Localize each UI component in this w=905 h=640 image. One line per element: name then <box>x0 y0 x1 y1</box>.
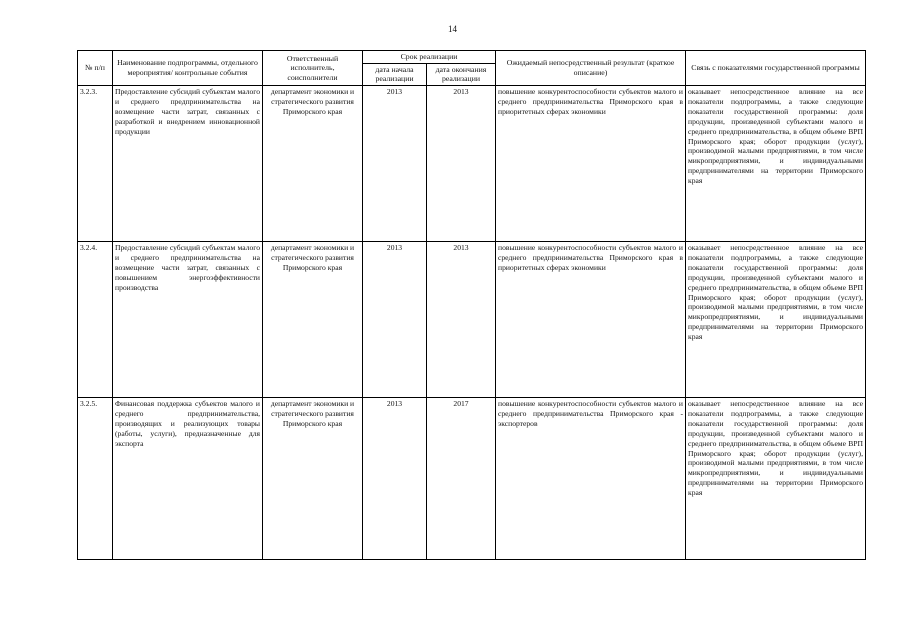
table-row <box>78 86 866 242</box>
row-start: 2013 <box>363 242 427 398</box>
row-result: повышение конкурентоспособности субъектов малого и среднего предпринимательства Приморского края в приоритетных сферах экономики <box>496 86 686 242</box>
row-executor: департамент экономики и стратегического развития Приморского края <box>263 398 363 560</box>
row-end: 2013 <box>427 86 496 242</box>
program-activities-table <box>77 50 866 560</box>
row-link: оказывает непосредственное влияние на все показатели подпрограммы, а также следующие показатели государственной программы: доля продукции, произведенной субъектами малого и среднего предпринимательства, в общем объеме ВРП Приморского края; оборот продукции (услуг), производимой малыми предприятиями, в том числе микропредприятиями, и индивидуальными предпринимателями на территории Приморского края <box>686 86 866 242</box>
row-end: 2017 <box>427 398 496 560</box>
header-num: № п/п <box>78 51 113 86</box>
header-result: Ожидаемый непосредственный результат (краткое описание) <box>496 51 686 86</box>
row-num: 3.2.3. <box>78 86 113 242</box>
row-executor: департамент экономики и стратегического развития Приморского края <box>263 86 363 242</box>
row-end: 2013 <box>427 242 496 398</box>
row-name: Финансовая поддержка субъектов малого и среднего предпринимательства, производящих и реализующих товары (работы, услуги), предназначенные для экспорта <box>113 398 263 560</box>
header-period: Срок реализации <box>363 51 496 64</box>
row-result: повышение конкурентоспособности субъектов малого и среднего предпринимательства Приморского края в приоритетных сферах экономики <box>496 242 686 398</box>
table-row <box>78 242 866 398</box>
header-end: дата окончания реализации <box>427 63 496 85</box>
row-name: Предоставление субсидий субъектам малого и среднего предпринимательства на возмещение части затрат, связанных с повышением энергоэффективности производства <box>113 242 263 398</box>
row-link: оказывает непосредственное влияние на все показатели подпрограммы, а также следующие показатели государственной программы: доля продукции, произведенной субъектами малого и среднего предпринимательства, в общем объеме ВРП Приморского края; оборот продукции (услуг), производимой малыми предприятиями, в том числе микропредприятиями, и индивидуальными предпринимателями на территории Приморского края <box>686 398 866 560</box>
header-executor: Ответственный исполнитель, соисполнители <box>263 51 363 86</box>
row-name: Предоставление субсидий субъектам малого и среднего предпринимательства на возмещение части затрат, связанных с разработкой и внедрением инновационной продукции <box>113 86 263 242</box>
page-number: 14 <box>448 24 457 34</box>
header-link: Связь с показателями государственной программы <box>686 51 866 86</box>
row-num: 3.2.4. <box>78 242 113 398</box>
row-executor: департамент экономики и стратегического развития Приморского края <box>263 242 363 398</box>
header-name: Наименование подпрограммы, отдельного мероприятия/ контрольные события <box>113 51 263 86</box>
header-row-1 <box>78 51 866 64</box>
row-num: 3.2.5. <box>78 398 113 560</box>
row-result: повышение конкурентоспособности субъектов малого и среднего предпринимательства Приморского края - экспортеров <box>496 398 686 560</box>
header-start: дата начала реализации <box>363 63 427 85</box>
table-row <box>78 398 866 560</box>
row-link: оказывает непосредственное влияние на все показатели подпрограммы, а также следующие показатели государственной программы: доля продукции, произведенной субъектами малого и среднего предпринимательства, в общем объеме ВРП Приморского края; оборот продукции (услуг), производимой малыми предприятиями, в том числе микропредприятиями, и индивидуальными предпринимателями на территории Приморского края <box>686 242 866 398</box>
row-start: 2013 <box>363 86 427 242</box>
row-start: 2013 <box>363 398 427 560</box>
